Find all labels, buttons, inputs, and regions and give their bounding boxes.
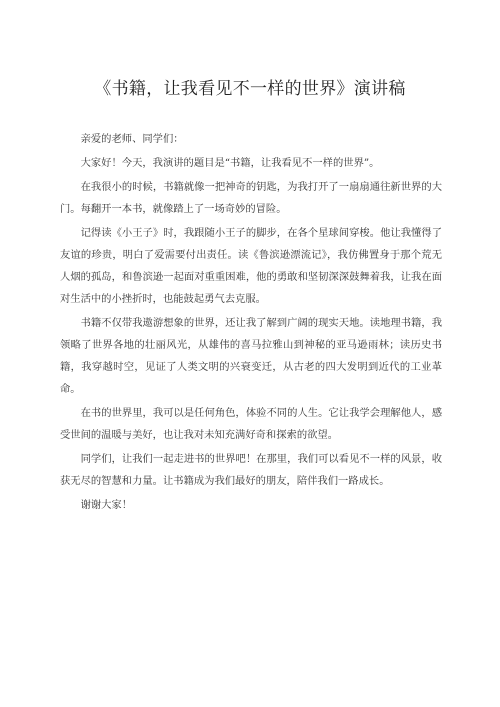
document-body	[60, 128, 442, 518]
paragraph-greeting: 大家好！今天，我演讲的题目是“书籍，让我看见不一样的世界”。	[80, 157, 380, 169]
paragraph-call-to-action: 同学们，让我们一起走进书的世界吧！在那里，我们可以看见不一样的风景，收获无尽的智慧和力量。让书籍成为我们最好的朋友，陪伴我们一路成长。	[60, 453, 442, 487]
paragraph-thanks: 谢谢大家！	[80, 499, 133, 511]
paragraph-roles: 在书的世界里，我可以是任何角色，体验不同的人生。它让我学会理解他人，感受世间的温暖与美好，也让我对未知充满好奇和探索的欲望。	[60, 407, 442, 441]
paragraph-novels: 记得读《小王子》时，我跟随小王子的脚步，在各个星球间穿梭。他让我懂得了友谊的珍贵，明白了爱需要付出责任。读《鲁滨逊漂流记》，我仿佛置身于那个荒无人烟的孤岛，和鲁滨逊一起面对重重困难，他的勇敢和坚韧深深鼓舞着我，让我在面对生活中的小挫折时，也能鼓起勇气去克服。	[60, 227, 442, 305]
document-title: 《书籍，让我看见不一样的世界》演讲稿	[94, 79, 406, 99]
paragraph-knowledge: 书籍不仅带我遨游想象的世界，还让我了解到广阔的现实天地。读地理书籍，我领略了世界各地的壮丽风光，从雄伟的喜马拉雅山到神秘的亚马逊雨林；读历史书籍，我穿越时空，见证了人类文明的兴衰变迁，从古老的四大发明到近代的工业革命。	[60, 317, 442, 395]
salutation: 亲爱的老师、同学们：	[80, 133, 184, 145]
paragraph-childhood: 在我很小的时候，书籍就像一把神奇的钥匙，为我打开了一扇扇通往新世界的大门。每翻开一本书，就像踏上了一场奇妙的冒险。	[60, 181, 442, 215]
